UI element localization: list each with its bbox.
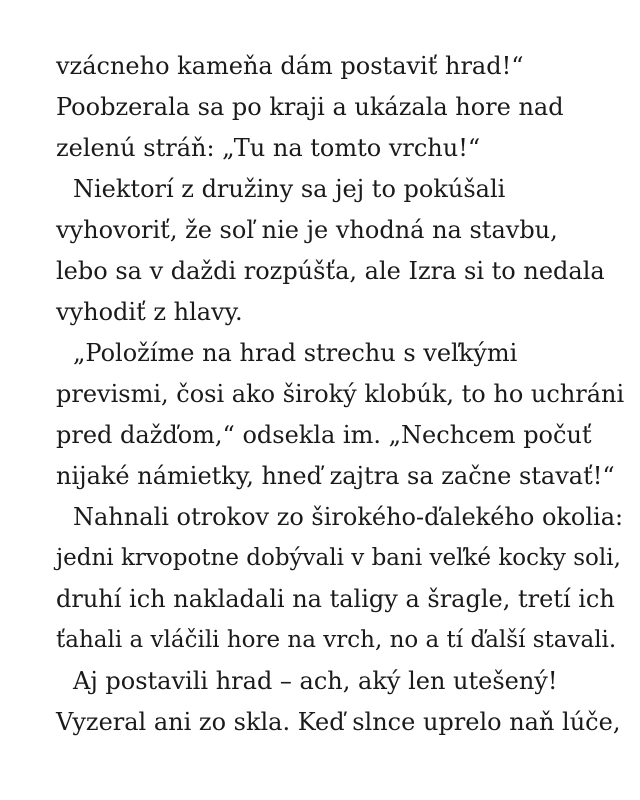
text-line: vyhodiť z hlavy. bbox=[56, 298, 243, 326]
paragraph-first-line: Niektorí z družiny sa jej to pokúšali bbox=[73, 175, 506, 203]
text-line: jedni krvopotne dobývali v bani veľké kocky soli, bbox=[56, 545, 621, 571]
text-line: lebo sa v daždi rozpúšťa, ale Izra si to nedala bbox=[56, 257, 605, 285]
text-line: nijaké námietky, hneď zajtra sa začne stavať!“ bbox=[56, 462, 615, 490]
book-page-text bbox=[56, 46, 626, 743]
text-line: druhí ich nakladali na taligy a šragle, tretí ich bbox=[56, 585, 615, 613]
paragraph-first-line: Aj postavili hrad – ach, aký len utešený! bbox=[73, 667, 558, 695]
paragraph-first-line: Nahnali otrokov zo širokého-ďalekého okolia: bbox=[73, 503, 624, 531]
paragraph-first-line: „Položíme na hrad strechu s veľkými bbox=[73, 339, 518, 367]
text-line: pred dažďom,“ odsekla im. „Nechcem počuť bbox=[56, 421, 592, 449]
text-line: Vyzeral ani zo skla. Keď slnce uprelo naň lúče, bbox=[56, 708, 621, 736]
text-line: prevismi, čosi ako široký klobúk, to ho uchráni bbox=[56, 380, 625, 408]
text-line: ťahali a vláčili hore na vrch, no a tí ďalší stavali. bbox=[56, 627, 617, 653]
text-line: vzácneho kameňa dám postaviť hrad!“ bbox=[56, 52, 524, 80]
text-line: vyhovoriť, že soľ nie je vhodná na stavbu, bbox=[56, 216, 558, 244]
text-line: zelenú stráň: „Tu na tomto vrchu!“ bbox=[56, 134, 481, 162]
text-line: Poobzerala sa po kraji a ukázala hore nad bbox=[56, 93, 564, 121]
